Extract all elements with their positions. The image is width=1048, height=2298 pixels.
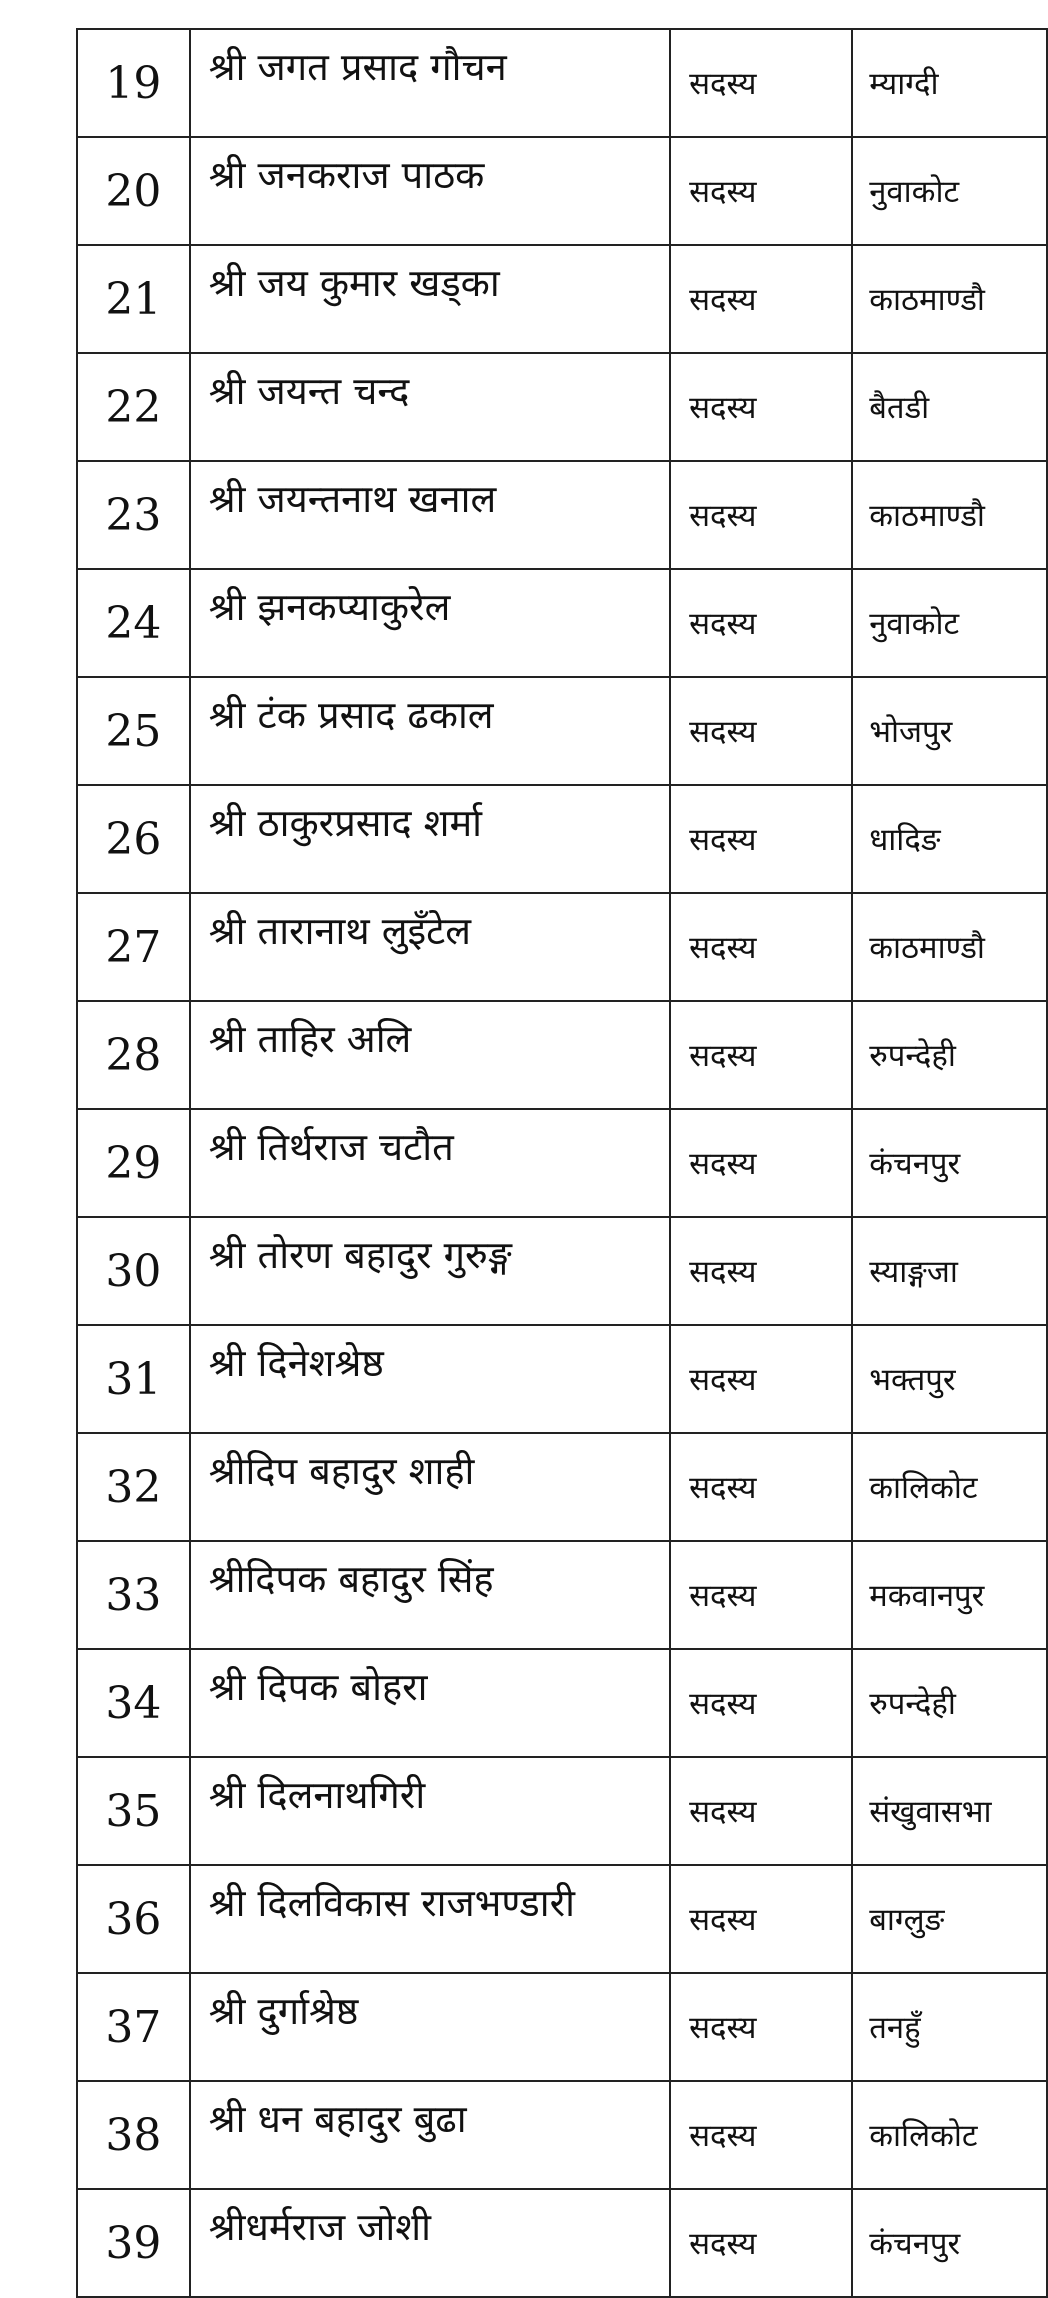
table-row	[77, 29, 1047, 137]
table-row	[77, 1757, 1047, 1865]
member-name: श्री जगत प्रसाद गौचन	[190, 29, 670, 137]
table-row	[77, 1865, 1047, 1973]
member-name: श्री दिलनाथगिरी	[190, 1757, 670, 1865]
table-row	[77, 1109, 1047, 1217]
table-row	[77, 677, 1047, 785]
row-number: 24	[77, 569, 190, 677]
member-name: श्री दिनेशश्रेष्ठ	[190, 1325, 670, 1433]
table-row	[77, 353, 1047, 461]
member-district: काठमाण्डौ	[852, 893, 1047, 1001]
member-district: मकवानपुर	[852, 1541, 1047, 1649]
member-role: सदस्य	[670, 1325, 852, 1433]
member-name: श्री जयन्तनाथ खनाल	[190, 461, 670, 569]
row-number: 28	[77, 1001, 190, 1109]
member-district: धादिङ	[852, 785, 1047, 893]
row-number: 34	[77, 1649, 190, 1757]
member-district: रुपन्देही	[852, 1001, 1047, 1109]
table-row	[77, 1217, 1047, 1325]
member-district: कंचनपुर	[852, 1109, 1047, 1217]
row-number: 35	[77, 1757, 190, 1865]
table-row	[77, 569, 1047, 677]
member-role: सदस्य	[670, 1433, 852, 1541]
row-number: 27	[77, 893, 190, 1001]
row-number: 30	[77, 1217, 190, 1325]
table-row	[77, 245, 1047, 353]
member-role: सदस्य	[670, 1865, 852, 1973]
member-district: काठमाण्डौ	[852, 245, 1047, 353]
member-district: म्याग्दी	[852, 29, 1047, 137]
row-number: 38	[77, 2081, 190, 2189]
row-number: 33	[77, 1541, 190, 1649]
member-name: श्री जय कुमार खड्का	[190, 245, 670, 353]
row-number: 21	[77, 245, 190, 353]
member-name: श्रीदिपक बहादुर सिंह	[190, 1541, 670, 1649]
member-role: सदस्य	[670, 2189, 852, 2297]
member-role: सदस्य	[670, 893, 852, 1001]
table-row	[77, 461, 1047, 569]
row-number: 20	[77, 137, 190, 245]
member-district: कालिकोट	[852, 2081, 1047, 2189]
table-row	[77, 1325, 1047, 1433]
member-district: बाग्लुङ	[852, 1865, 1047, 1973]
member-role: सदस्य	[670, 245, 852, 353]
member-role: सदस्य	[670, 1757, 852, 1865]
member-name: श्री दिपक बोहरा	[190, 1649, 670, 1757]
member-name: श्री ताहिर अलि	[190, 1001, 670, 1109]
table-row	[77, 1649, 1047, 1757]
table-row	[77, 1001, 1047, 1109]
member-name: श्री तिर्थराज चटौत	[190, 1109, 670, 1217]
table-row	[77, 1433, 1047, 1541]
member-district: रुपन्देही	[852, 1649, 1047, 1757]
member-district: कालिकोट	[852, 1433, 1047, 1541]
row-number: 29	[77, 1109, 190, 1217]
member-name: श्री ठाकुरप्रसाद शर्मा	[190, 785, 670, 893]
member-name: श्री तोरण बहादुर गुरुङ्ग	[190, 1217, 670, 1325]
member-role: सदस्य	[670, 785, 852, 893]
member-name: श्री दुर्गाश्रेष्ठ	[190, 1973, 670, 2081]
row-number: 32	[77, 1433, 190, 1541]
table-row	[77, 137, 1047, 245]
member-name: श्रीदिप बहादुर शाही	[190, 1433, 670, 1541]
table-row	[77, 2189, 1047, 2297]
row-number: 22	[77, 353, 190, 461]
member-district: संखुवासभा	[852, 1757, 1047, 1865]
member-role: सदस्य	[670, 1217, 852, 1325]
table-row	[77, 2081, 1047, 2189]
member-role: सदस्य	[670, 1541, 852, 1649]
member-role: सदस्य	[670, 353, 852, 461]
member-district: भक्तपुर	[852, 1325, 1047, 1433]
member-role: सदस्य	[670, 1001, 852, 1109]
member-role: सदस्य	[670, 1649, 852, 1757]
table-row	[77, 785, 1047, 893]
row-number: 31	[77, 1325, 190, 1433]
row-number: 37	[77, 1973, 190, 2081]
member-role: सदस्य	[670, 2081, 852, 2189]
row-number: 25	[77, 677, 190, 785]
row-number: 23	[77, 461, 190, 569]
member-district: भोजपुर	[852, 677, 1047, 785]
member-role: सदस्य	[670, 1109, 852, 1217]
row-number: 36	[77, 1865, 190, 1973]
member-name: श्री टंक प्रसाद ढकाल	[190, 677, 670, 785]
member-district: नुवाकोट	[852, 569, 1047, 677]
member-table	[76, 28, 1048, 2298]
member-name: श्री धन बहादुर बुढा	[190, 2081, 670, 2189]
member-name: श्री झनकप्याकुरेल	[190, 569, 670, 677]
table-row	[77, 893, 1047, 1001]
member-district: बैतडी	[852, 353, 1047, 461]
member-name: श्री तारानाथ लुइँटेल	[190, 893, 670, 1001]
member-role: सदस्य	[670, 29, 852, 137]
member-role: सदस्य	[670, 1973, 852, 2081]
row-number: 26	[77, 785, 190, 893]
member-name: श्री जयन्त चन्द	[190, 353, 670, 461]
row-number: 19	[77, 29, 190, 137]
member-district: नुवाकोट	[852, 137, 1047, 245]
row-number: 39	[77, 2189, 190, 2297]
member-district: स्याङ्गजा	[852, 1217, 1047, 1325]
member-role: सदस्य	[670, 677, 852, 785]
member-role: सदस्य	[670, 569, 852, 677]
member-table-body	[77, 29, 1047, 2297]
member-district: कंचनपुर	[852, 2189, 1047, 2297]
member-name: श्री दिलविकास राजभण्डारी	[190, 1865, 670, 1973]
member-name: श्रीधर्मराज जोशी	[190, 2189, 670, 2297]
table-row	[77, 1973, 1047, 2081]
table-row	[77, 1541, 1047, 1649]
member-name: श्री जनकराज पाठक	[190, 137, 670, 245]
member-role: सदस्य	[670, 461, 852, 569]
member-district: तनहुँ	[852, 1973, 1047, 2081]
member-district: काठमाण्डौ	[852, 461, 1047, 569]
member-role: सदस्य	[670, 137, 852, 245]
